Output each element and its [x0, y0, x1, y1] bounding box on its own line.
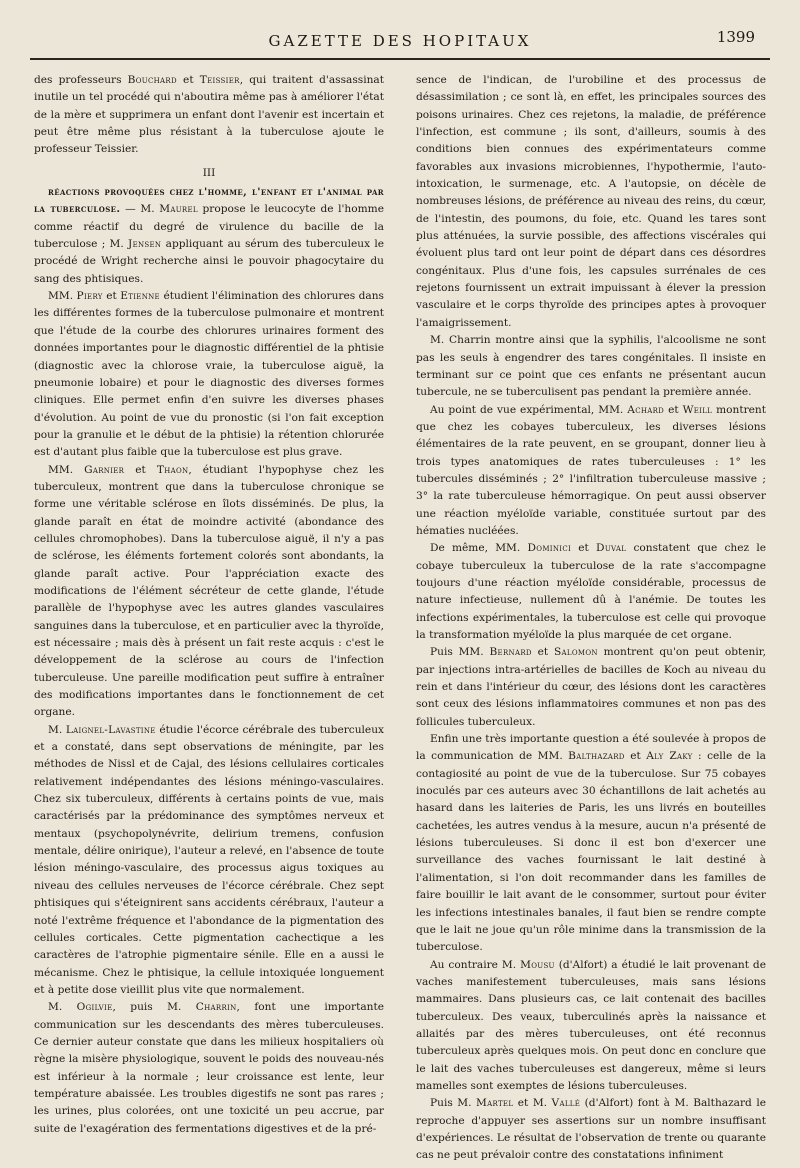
author-name: Charrin	[195, 1001, 237, 1014]
text-run: propose le leucocyte de l'homme comme réactif du degré de virulence du bacille de la tuberculose ; M.	[34, 203, 384, 251]
text-run: , font une importante communication sur les descendants des mères tuberculeuses. Ce dernier auteur constate que dans les milieux hospitaliers où règne la misère physiologique, souvent le poids des nouveau-nés est inférieur à la normale ; leur croissance est lente, leur température abaissée. Les troubles digestifs ne sont pas rares ; les urines, plus colorées, ont une toxicité un peu accrue, par suite de l'exagération des fermentations digestives et de la pré-	[34, 1001, 384, 1135]
author-name: Jensen	[128, 238, 162, 251]
paragraph	[34, 288, 384, 461]
author-name: Aly Zaky	[646, 750, 693, 763]
text-run: Au contraire M.	[430, 958, 521, 971]
header-rule	[30, 58, 770, 60]
text-run: M.	[48, 1001, 77, 1014]
section-heading: réactions provoquées chez l'homme, l'enfant et l'animal par la tuberculose.	[34, 186, 384, 216]
text-run: (d'Alfort) a étudié le lait provenant de vaches manifestement tuberculeuses, mais sans lésions mammaires. Dans plusieurs cas, ce lait contenait des bacilles tuberculeux. Des veaux, tuberculinés après la naissance et allaités par des mères tuberculeuses, ont été reconnus tuberculeux après quelques mois. On peut donc en conclure que le lait des vaches tuberculeuses est dangereux, même si leurs mamelles sont exemptes de lésions tuberculeuses.	[416, 958, 766, 1092]
paragraph	[416, 540, 766, 644]
author-name: Dominici	[527, 542, 572, 555]
paragraph	[416, 402, 766, 541]
author-name: Teissier	[199, 74, 240, 86]
paragraph	[34, 184, 384, 288]
text-run: , puis M.	[112, 1001, 196, 1014]
paragraph	[34, 722, 384, 1000]
text-run: Enfin une très importante question a été soulevée à propos de la communication de MM.	[416, 733, 766, 763]
paragraph	[416, 72, 766, 332]
text-run: sence de l'indican, de l'urobiline et des processus de désassimilation ; ce sont là, en effet, les principales sources des poisons urinaires. Chez ces rejetons, la maladie, de préférence l'infection, est commune ; ils sont, d'ailleurs, soumis à des conditions bien connues des expérimentateurs comme favorables aux invasions microbiennes, l'hypothermie, l'auto-intoxication, le surmenage, etc. A l'autopsie, on décèle de nombreuses lésions, de préférence au niveau des reins, du cœur, de l'intestin, des poumons, du foie, etc. Quand les tares sont plus atténuées, la survie possible, des affections viscérales qui évoluent plus tard ont leur point de départ dans ces désordres congénitaux. Plus d'une fois, les capsules surrénales de ces rejetons fournissent un extrait impuissant à élever la pression vasculaire et le corps thyroïde des principes aptes à provoquer l'amaigrissement.	[416, 74, 766, 329]
author-name: Martel	[476, 1097, 514, 1110]
author-name: Bernard	[489, 646, 532, 659]
text-run: étudie l'écorce cérébrale des tuberculeux et a constaté, dans sept observations de méningite, par les méthodes de Nissl et de Cajal, des lésions cellulaires corticales relativement indépendantes des lésions méningo-vasculaires. Chez six tuberculeux, différents à certains points de vue, mais caractérisés par la prédominance des symptômes nerveux et mentaux (psychopolynévrite, delirium tremens, confusion mentale, délire onirique), l'auteur a relevé, en l'absence de toute lésion méningo-vasculaire, des processus aigus toxiques au niveau des cellules nerveuses de l'écorce cérébrale. Chez sept phtisiques qui s'éteignirent sans accidents cérébraux, l'auteur a noté l'extrême fréquence et l'abondance de la pigmentation des cellules corticales. Cette pigmentation cachectique a les caractères de l'atrophie pigmentaire sénile. Elle en a aussi le mécanisme. Chez le phtisique, la cellule intoxiquée longuement et à petite dose vieillit plus vite que normalement.	[34, 723, 384, 996]
paragraph	[34, 462, 384, 722]
text-run: MM.	[48, 290, 77, 303]
author-name: Vallé	[551, 1097, 581, 1110]
author-name: Mousu	[520, 958, 555, 971]
text-run: montrent que chez les cobayes tuberculeux, les diverses lésions élémentaires de la rate peuvent, en se groupant, donner lieu à trois types anatomiques de rates tuberculeuses : 1° les tubercules disséminés ; 2° l'infiltration tuberculeuse massive ; 3° la rate tuberculeuse hémorragique. On peut aussi observer une réaction myéloïde variable, constituée surtout par des hématies nucléées.	[416, 403, 766, 537]
author-name: Piery	[76, 290, 103, 303]
text-run: et	[176, 74, 200, 86]
author-name: Ogilvie	[76, 1001, 113, 1014]
right-column	[416, 72, 766, 1162]
page-number: 1399	[716, 28, 755, 46]
paragraph	[416, 957, 766, 1096]
text-run: des professeurs	[34, 74, 128, 86]
paragraph	[34, 72, 384, 159]
author-name: Laignel-Lavastine	[65, 723, 156, 736]
text-run: Au point de vue expérimental, MM.	[430, 403, 628, 416]
text-run: et	[624, 750, 647, 763]
text-run: et	[102, 290, 121, 303]
author-name: Duval	[596, 542, 627, 555]
author-name: Maurel	[159, 203, 198, 216]
text-run: constatent que chez le cobaye tuberculeux la tuberculose de la rate s'accompagne toujours d'une réaction myéloïde considérable, processus de nature infectieuse, nullement dû à l'anémie. De toutes les infections expérimentales, la tuberculose est celle qui provoque la transformation myéloïde la plus marquée de cet organe.	[416, 542, 766, 641]
text-run: — M.	[120, 203, 160, 216]
author-name: Garnier	[84, 463, 125, 476]
paragraph	[416, 731, 766, 956]
text-run: montrent qu'on peut obtenir, par injections intra-artérielles de bacilles de Koch au niveau du rein et dans l'intérieur du cœur, des lésions dont les caractères sont ceux des lésions inflammatoires communes et non pas des follicules tuberculeux.	[416, 646, 766, 728]
text-run: et	[531, 646, 554, 659]
author-name: Balthazard	[568, 750, 625, 763]
text-run: M. Charrin montre ainsi que la syphilis, l'alcoolisme ne sont pas les seuls à engendrer des tares congénitales. Il insiste en terminant sur ce point que ces enfants ne présentant aucun tubercule, ne se tuberculisent pas pendant la première année.	[416, 334, 766, 399]
text-run: MM.	[48, 463, 85, 476]
paragraph	[416, 332, 766, 401]
page-header	[0, 22, 800, 62]
paragraph	[416, 644, 766, 731]
author-name: Etienne	[120, 290, 160, 303]
journal-title: GAZETTE DES HOPITAUX	[268, 32, 532, 50]
text-run: Puis M.	[430, 1097, 476, 1110]
paragraph	[34, 999, 384, 1138]
author-name: Achard	[627, 403, 665, 416]
text-run: étudient l'élimination des chlorures dans les différentes formes de la tuberculose pulmonaire et montrent que l'étude de la courbe des chlorures urinaires forment des données importantes pour le diagnostic différentiel de la phtisie (diagnostic avec la chlorose vraie, la tuberculose aiguë, la pneumonie lobaire) et pour le diagnostic des diverses formes cliniques. Elle permet enfin d'en suivre les diverses phases d'évolution. Au point de vue du pronostic (si l'on fait exception pour la granulie et le début de la phtisie) la rétention chlorurée est d'autant plus faible que la tuberculose est plus grave.	[34, 290, 384, 459]
text-run: et	[124, 463, 157, 476]
left-column	[34, 72, 384, 1142]
text-run: M.	[48, 723, 66, 736]
section-number: III	[202, 166, 216, 179]
author-name: Weill	[682, 403, 713, 416]
author-name: Salomon	[553, 646, 598, 659]
text-run: et	[571, 542, 597, 555]
text-run: : celle de la contagiosité au point de vue de la tuberculose. Sur 75 cobayes inoculés par ces auteurs avec 30 échantillons de lait achetés au hasard dans les laiteries de Paris, les uns livrés en bouteilles cachetées, les autres vendus à la mesure, aucun n'a présenté de lésions tuberculeuses. Si donc il est bon d'exercer une surveillance des vaches fournissant le lait destiné à l'alimentation, si l'on doit recommander dans les familles de faire bouillir le lait avant de le consommer, surtout pour éviter les infections intestinales banales, il faut bien se rendre compte que le lait ne joue qu'un rôle minime dans la transmission de la tuberculose.	[416, 750, 766, 954]
paragraph	[416, 1095, 766, 1164]
text-run: De même, MM.	[430, 542, 528, 555]
text-run: appliquant au sérum des tuberculeux le procédé de Wright recherche ainsi le pouvoir phagocytaire du sang des phtisiques.	[34, 238, 385, 285]
text-run: , étudiant l'hypophyse chez les tuberculeux, montrent que dans la tuberculose chronique se forme une véritable sclérose en îlots disséminés. De plus, la glande paraît en état de moindre activité (abondance des cellules chromophobes). Dans la tuberculose aiguë, il n'y a pas de sclérose, les éléments fortement colorés sont abondants, la glande paraît active. Pour l'appréciation exacte des modifications de l'élément sécréteur de cette glande, l'étude parallèle de l'hypophyse avec les autres glandes vasculaires sanguines dans la tuberculose, et en particulier avec la thyroïde, est nécessaire ; mais dès à présent un fait reste acquis : c'est le développement de la sclérose au cours de l'infection tuberculeuse. Une pareille modification peut suffire à entraîner des modifications importantes dans le fonctionnement de cet organe.	[34, 463, 385, 719]
text-run: (d'Alfort) font à M. Balthazard le reproche d'appuyer ses assertions sur un nombre insuffisant d'expériences. Le résultat de l'observation de trente ou quarante cas ne peut prévaloir contre des constatations infiniment	[416, 1097, 766, 1162]
text-run: et	[664, 403, 683, 416]
text-run: et M.	[513, 1097, 552, 1110]
author-name: Bouchard	[127, 74, 177, 86]
text-run: Puis MM.	[430, 646, 490, 659]
author-name: Thaon	[156, 463, 189, 476]
text-run: , qui traitent d'assassinat inutile un tel procédé qui n'aboutira même pas à améliorer l'état de la mère et supprimera un enfant dont l'avenir est incertain et peut être même plus résistant à la tuberculose ajoute le professeur Teissier.	[34, 74, 384, 156]
